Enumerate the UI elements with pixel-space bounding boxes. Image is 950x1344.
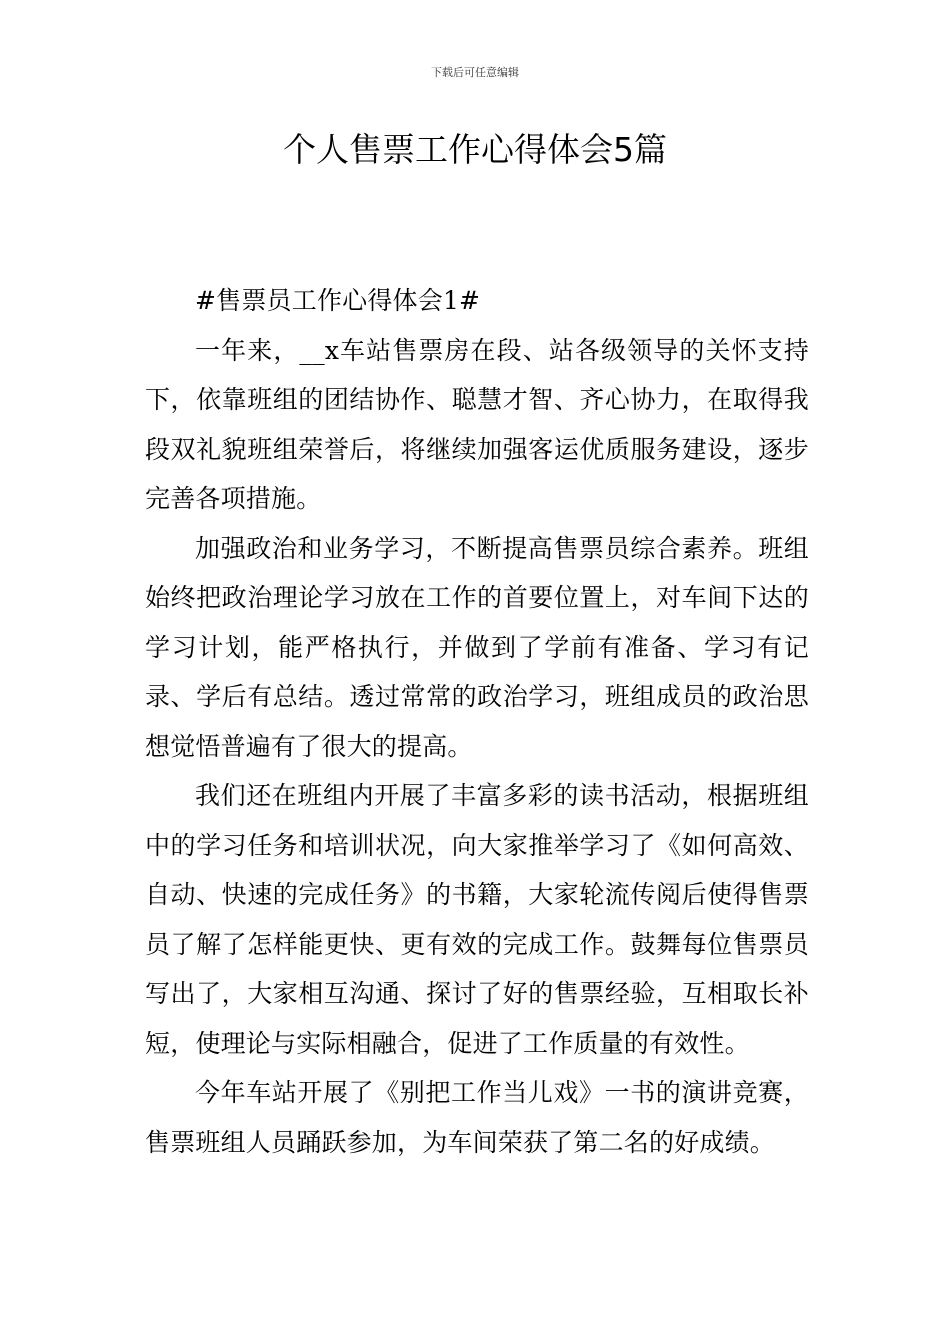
document-body: [145, 276, 809, 1167]
body-paragraph: 今年车站开展了《别把工作当儿戏》一书的演讲竞赛，售票班组人员踊跃参加，为车间荣获了第二名的好成绩。: [145, 1078, 809, 1157]
body-paragraph: 一年来，__x车站售票房在段、站各级领导的关怀支持下，依靠班组的团结协作、聪慧才智、齐心协力，在取得我段双礼貌班组荣誉后，将继续加强客运优质服务建设，逐步完善各项措施。: [145, 335, 809, 513]
header-note: 下载后可任意编辑: [431, 66, 519, 79]
document-title: 个人售票工作心得体会5篇: [283, 130, 667, 169]
body-paragraph: 我们还在班组内开展了丰富多彩的读书活动，根据班组中的学习任务和培训状况，向大家推举学习了《如何高效、自动、快速的完成任务》的书籍，大家轮流传阅后使得售票员了解了怎样能更快、更有效的完成工作。鼓舞每位售票员写出了，大家相互沟通、探讨了好的售票经验，互相取长补短，使理论与实际相融合，促进了工作质量的有效性。: [145, 781, 809, 1058]
section-heading: #售票员工作心得体会1#: [195, 286, 481, 315]
body-paragraph: 加强政治和业务学习，不断提高售票员综合素养。班组始终把政治理论学习放在工作的首要位置上，对车间下达的学习计划，能严格执行，并做到了学前有准备、学习有记录、学后有总结。透过常常的政治学习，班组成员的政治思想觉悟普遍有了很大的提高。: [145, 533, 809, 761]
